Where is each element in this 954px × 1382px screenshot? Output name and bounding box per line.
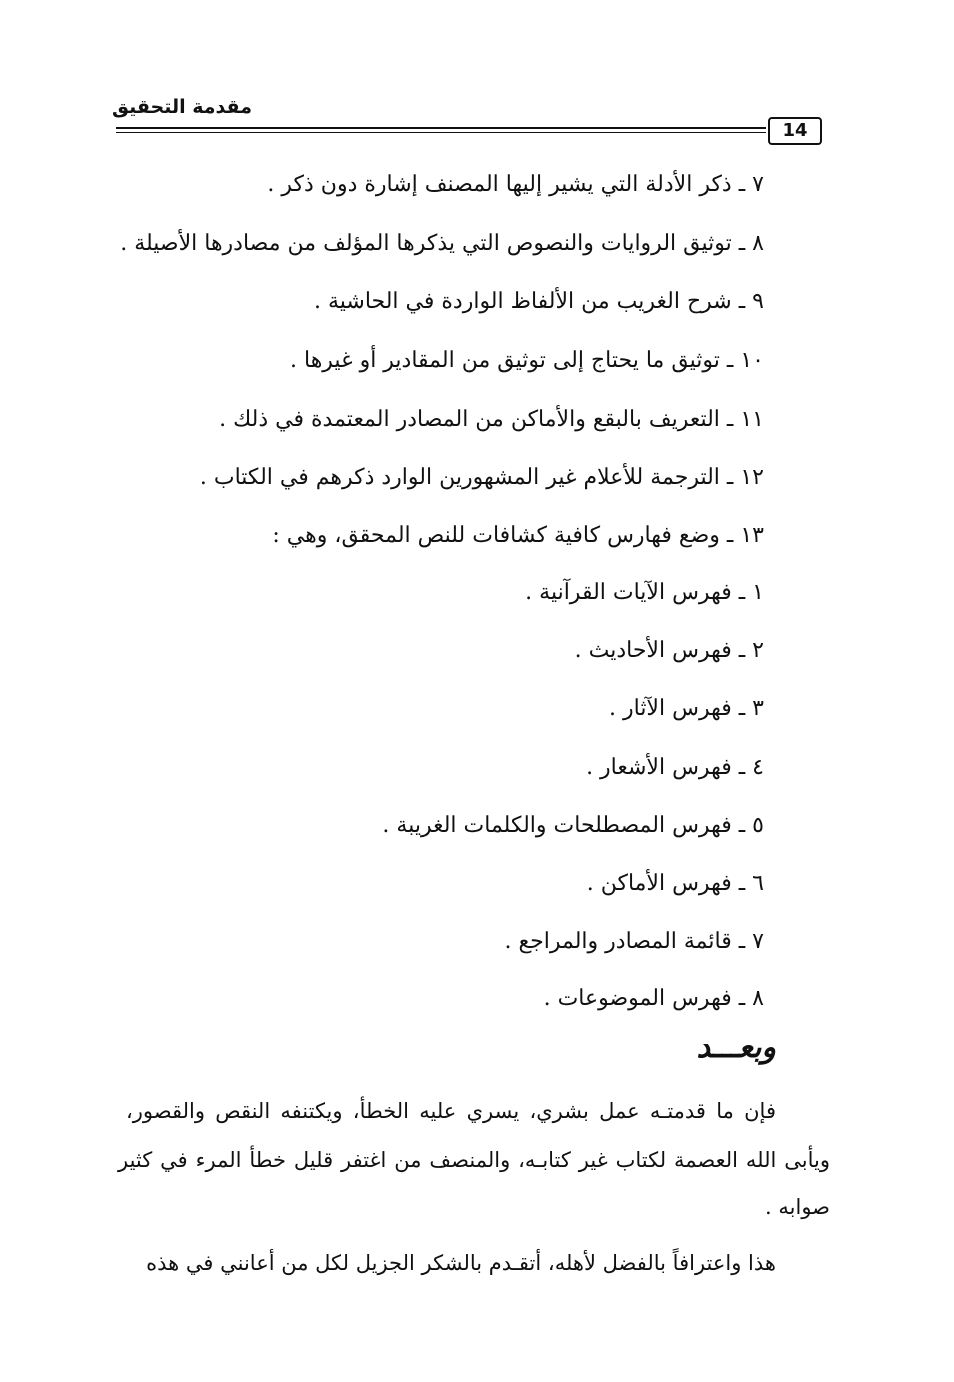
paragraph-line: صوابه . xyxy=(765,1195,830,1219)
index-list-item: ٢ ـ فهرس الأحاديث . xyxy=(574,638,764,663)
index-list-item: ٨ ـ فهرس الموضوعات . xyxy=(543,986,764,1011)
section-heading: وبعـــد xyxy=(696,1030,776,1065)
list-item: ١٠ ـ توثيق ما يحتاج إلى توثيق من المقادير أو غيرها . xyxy=(290,348,764,373)
paragraph-line: ويأبى الله العصمة لكتاب غير كتابـه، والمنصف من اغتفر قليل خطأ المرء في كثير xyxy=(118,1148,830,1172)
index-list-item: ٤ ـ فهرس الأشعار . xyxy=(586,755,764,780)
index-list-item: ٧ ـ قائمة المصادر والمراجع . xyxy=(504,929,764,954)
index-list-item: ٥ ـ فهرس المصطلحات والكلمات الغريبة . xyxy=(382,813,764,838)
list-item: ٧ ـ ذكر الأدلة التي يشير إليها المصنف إشارة دون ذكر . xyxy=(267,172,764,197)
list-item: ١٢ ـ الترجمة للأعلام غير المشهورين الوارد ذكرهم في الكتاب . xyxy=(199,465,764,490)
index-list-item: ١ ـ فهرس الآيات القرآنية . xyxy=(525,580,764,605)
list-item: ٨ ـ توثيق الروايات والنصوص التي يذكرها المؤلف من مصادرها الأصيلة . xyxy=(120,231,764,256)
header-rule xyxy=(116,127,766,129)
running-header-title: مقدمة التحقيق xyxy=(112,96,252,118)
paragraph-line: هذا واعترافاً بالفضل لأهله، أتقـدم بالشكر الجزيل لكل من أعانني في هذه xyxy=(146,1251,776,1275)
list-item: ١١ ـ التعريف بالبقع والأماكن من المصادر المعتمدة في ذلك . xyxy=(219,407,764,432)
page-number: 14 xyxy=(768,117,822,145)
list-item: ٩ ـ شرح الغريب من الألفاظ الواردة في الحاشية . xyxy=(313,289,764,314)
index-list-item: ٣ ـ فهرس الآثار . xyxy=(609,696,764,721)
list-item: ١٣ ـ وضع فهارس كافية كشافات للنص المحقق، وهي : xyxy=(272,523,764,548)
header-rule-thin xyxy=(116,132,766,133)
paragraph-line: فإن ما قدمتـه عمل بشري، يسري عليه الخطأ، ويكتنفه النقص والقصور، xyxy=(126,1099,776,1123)
index-list-item: ٦ ـ فهرس الأماكن . xyxy=(586,871,764,896)
